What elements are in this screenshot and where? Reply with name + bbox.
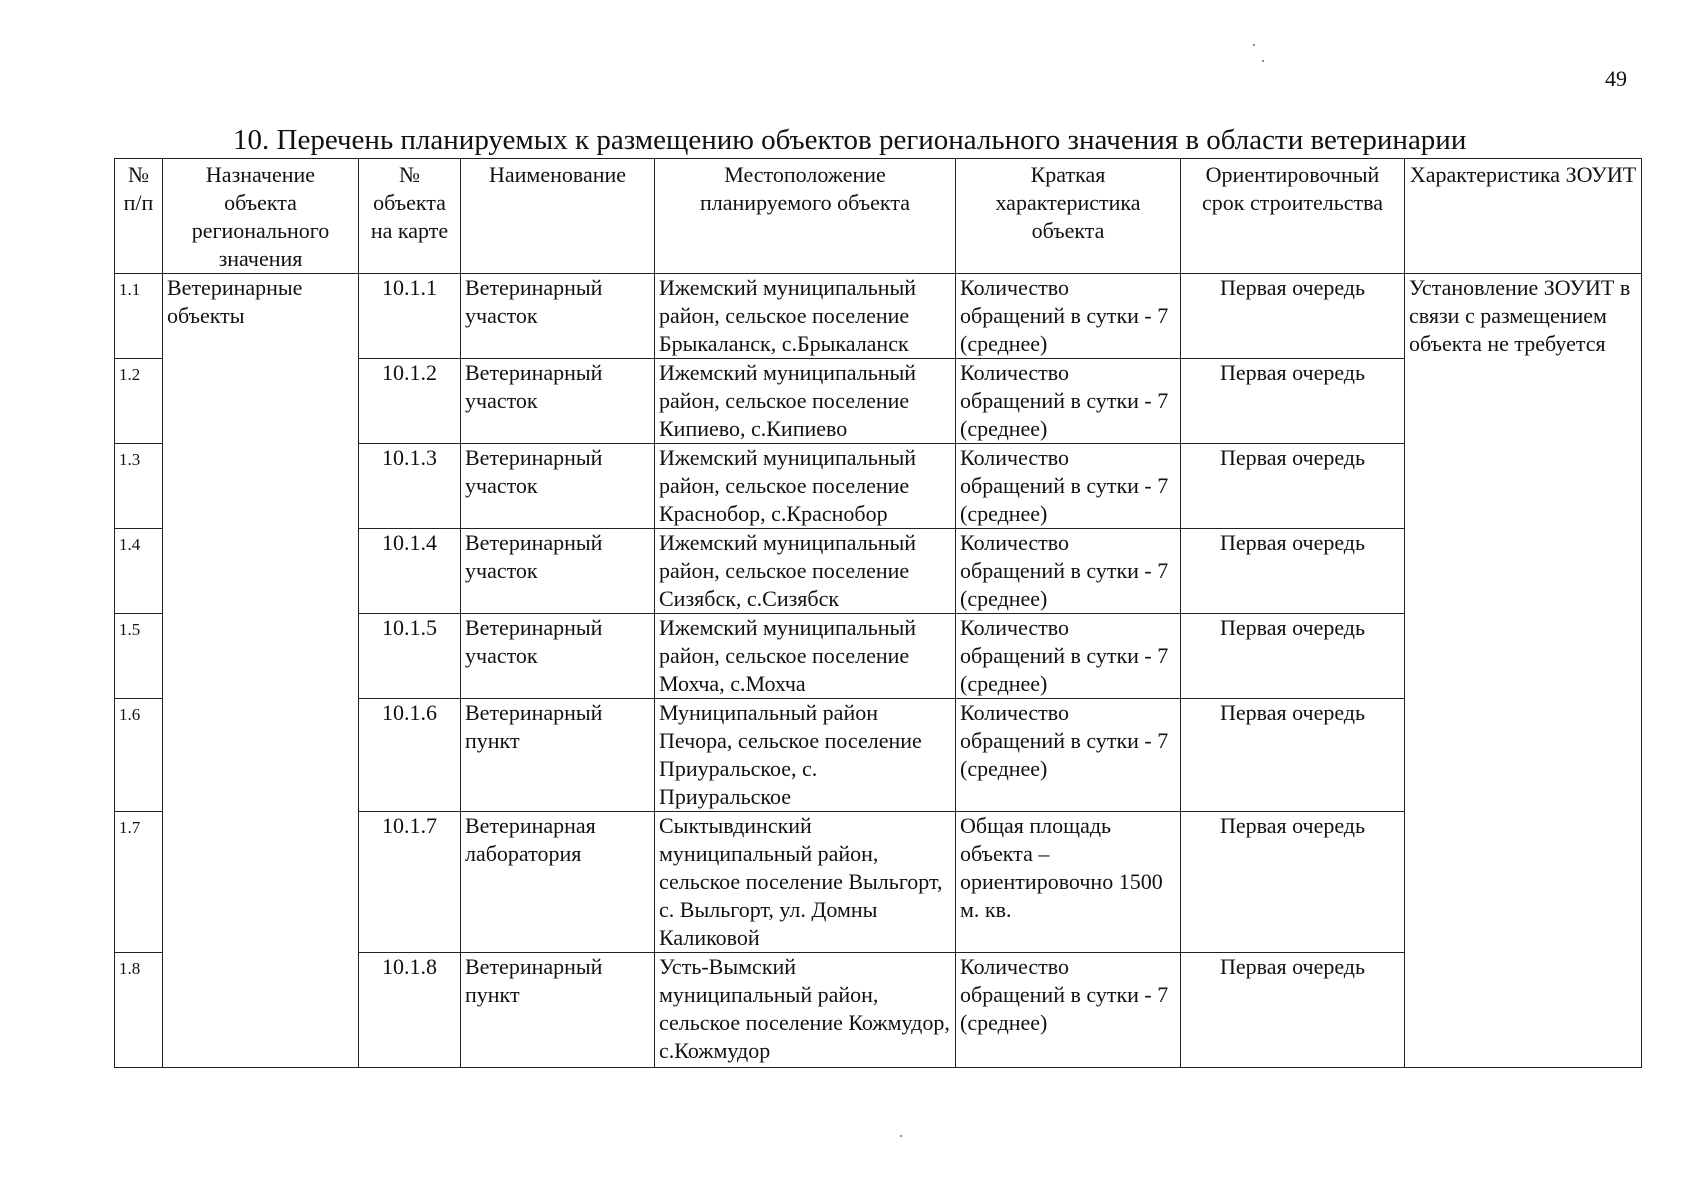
header-zouit: Характеристика ЗОУИТ — [1405, 159, 1642, 274]
object-name: Ветеринарный пункт — [461, 699, 655, 812]
object-location: Ижемский муниципальный район, сельское поселение Мохча, с.Мохча — [655, 614, 956, 699]
objects-table — [114, 158, 1642, 1068]
construction-term: Первая очередь — [1181, 614, 1405, 699]
object-name: Ветеринарный пункт — [461, 953, 655, 1068]
construction-term: Первая очередь — [1181, 812, 1405, 953]
object-location: Сыктывдинский муниципальный район, сельское поселение Выльгорт, с. Выльгорт, ул. Домны Каликовой — [655, 812, 956, 953]
row-number: 1.3 — [115, 444, 163, 529]
purpose-cell: Ветеринарные объекты — [163, 274, 359, 1068]
header-purpose: Назначение объекта регионального значения — [163, 159, 359, 274]
scan-speck — [900, 1135, 902, 1137]
object-location: Ижемский муниципальный район, сельское поселение Сизябск, с.Сизябск — [655, 529, 956, 614]
object-brief: Количество обращений в сутки - 7 (среднее) — [956, 953, 1181, 1068]
row-number: 1.5 — [115, 614, 163, 699]
header-term: Ориентировочный срок строительства — [1181, 159, 1405, 274]
object-location: Ижемский муниципальный район, сельское поселение Кипиево, с.Кипиево — [655, 359, 956, 444]
table-row — [115, 274, 1642, 359]
row-number: 1.4 — [115, 529, 163, 614]
map-number: 10.1.4 — [359, 529, 461, 614]
document-title: 10. Перечень планируемых к размещению объектов регионального значения в области ветеринарии — [233, 124, 1467, 156]
construction-term: Первая очередь — [1181, 699, 1405, 812]
construction-term: Первая очередь — [1181, 953, 1405, 1068]
row-number: 1.6 — [115, 699, 163, 812]
map-number: 10.1.2 — [359, 359, 461, 444]
map-number: 10.1.5 — [359, 614, 461, 699]
header-map-num: № объекта на карте — [359, 159, 461, 274]
header-name: Наименование — [461, 159, 655, 274]
map-number: 10.1.8 — [359, 953, 461, 1068]
row-number: 1.2 — [115, 359, 163, 444]
object-location: Усть-Вымский муниципальный район, сельское поселение Кожмудор, с.Кожмудор — [655, 953, 956, 1068]
object-location: Ижемский муниципальный район, сельское поселение Брыкаланск, с.Брыкаланск — [655, 274, 956, 359]
object-name: Ветеринарный участок — [461, 359, 655, 444]
object-brief: Количество обращений в сутки - 7 (среднее) — [956, 614, 1181, 699]
construction-term: Первая очередь — [1181, 274, 1405, 359]
map-number: 10.1.6 — [359, 699, 461, 812]
object-brief: Количество обращений в сутки - 7 (среднее) — [956, 359, 1181, 444]
object-name: Ветеринарный участок — [461, 614, 655, 699]
object-name: Ветеринарная лаборатория — [461, 812, 655, 953]
object-brief: Количество обращений в сутки - 7 (среднее) — [956, 274, 1181, 359]
object-brief: Количество обращений в сутки - 7 (среднее) — [956, 444, 1181, 529]
map-number: 10.1.7 — [359, 812, 461, 953]
row-number: 1.8 — [115, 953, 163, 1068]
scan-speck — [1262, 60, 1264, 62]
table-header-row — [115, 159, 1642, 274]
header-location: Местоположение планируемого объекта — [655, 159, 956, 274]
zouit-cell: Установление ЗОУИТ в связи с размещением объекта не требуется — [1405, 274, 1642, 1068]
object-brief: Общая площадь объекта – ориентировочно 1500 м. кв. — [956, 812, 1181, 953]
object-brief: Количество обращений в сутки - 7 (среднее) — [956, 529, 1181, 614]
object-name: Ветеринарный участок — [461, 529, 655, 614]
object-name: Ветеринарный участок — [461, 274, 655, 359]
row-number: 1.1 — [115, 274, 163, 359]
construction-term: Первая очередь — [1181, 359, 1405, 444]
construction-term: Первая очередь — [1181, 529, 1405, 614]
object-brief: Количество обращений в сутки - 7 (среднее) — [956, 699, 1181, 812]
construction-term: Первая очередь — [1181, 444, 1405, 529]
object-name: Ветеринарный участок — [461, 444, 655, 529]
row-number: 1.7 — [115, 812, 163, 953]
page-number: 49 — [1605, 66, 1627, 91]
header-brief: Краткая характеристика объекта — [956, 159, 1181, 274]
map-number: 10.1.3 — [359, 444, 461, 529]
map-number: 10.1.1 — [359, 274, 461, 359]
scan-speck — [1253, 44, 1255, 46]
object-location: Муниципальный район Печора, сельское поселение Приуральское, с. Приуральское — [655, 699, 956, 812]
object-location: Ижемский муниципальный район, сельское поселение Краснобор, с.Краснобор — [655, 444, 956, 529]
header-num: № п/п — [115, 159, 163, 274]
